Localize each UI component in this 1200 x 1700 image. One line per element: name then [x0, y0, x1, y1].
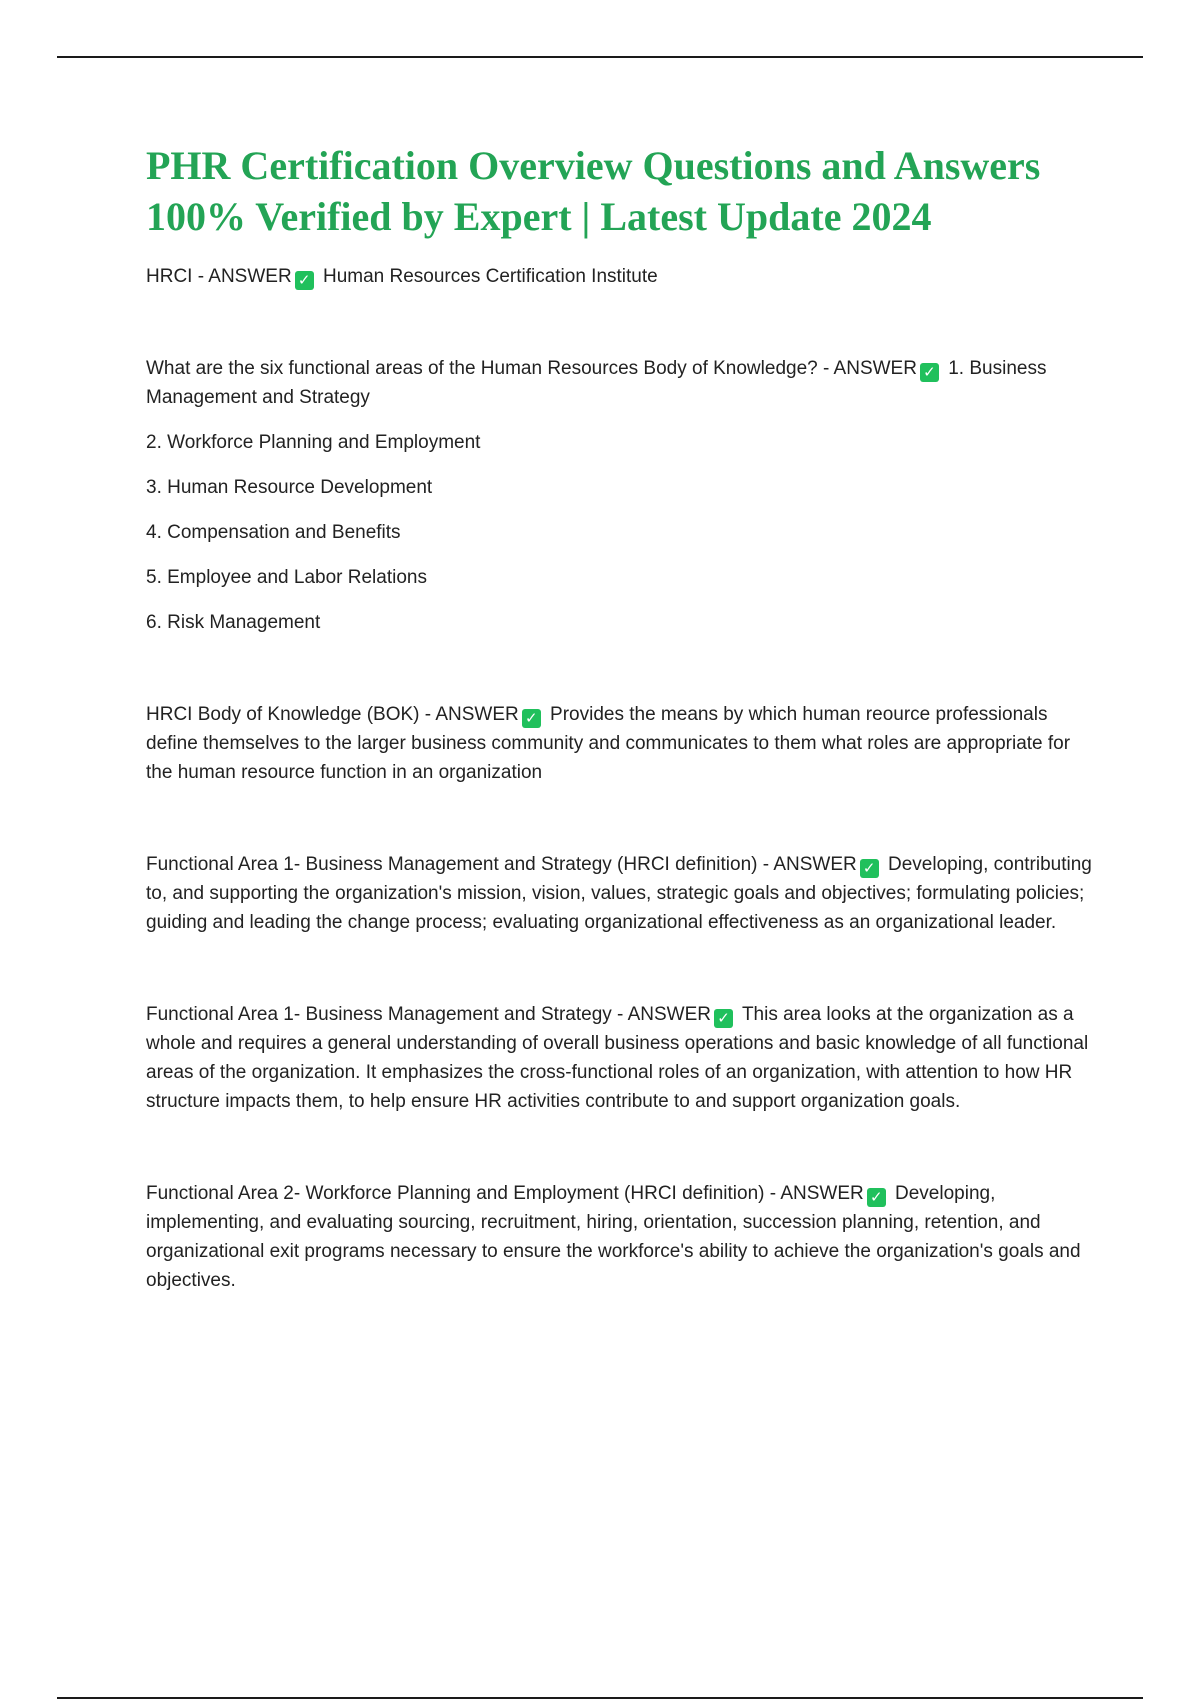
answer-text: 1. Business Management and Strategy [146, 358, 1047, 408]
check-mark-icon: ✓ [920, 363, 939, 382]
question-text: Functional Area 1- Business Management and Strategy - ANSWER [146, 1004, 711, 1025]
answer-text: Human Resources Certification Institute [322, 266, 658, 287]
question-text: Functional Area 1- Business Management and Strategy (HRCI definition) - ANSWER [146, 854, 857, 875]
check-mark-icon: ✓ [522, 709, 541, 728]
question-text: HRCI - ANSWER [146, 266, 292, 287]
answer-text: This area looks at the organization as a whole and requires a general understanding of overall business operations and basic knowledge of all functional areas of the organization. It emphasizes the cross-functional roles of an organization, with attention to how HR structure impacts them, to help ensure HR activities contribute to and support organization goals. [146, 1004, 1089, 1112]
qa-entry-functional-area-2-definition [146, 1179, 1096, 1295]
list-item: 2. Workforce Planning and Employment [146, 432, 481, 453]
question-text: Functional Area 2- Workforce Planning and Employment (HRCI definition) - ANSWER [146, 1183, 864, 1204]
answer-text: Provides the means by which human reource professionals define themselves to the larger business community and communicates to them what roles are appropriate for the human resource function in an organization [146, 704, 1071, 783]
answer-text: Developing, implementing, and evaluating sourcing, recruitment, hiring, orientation, succession planning, retention, and organizational exit programs necessary to ensure the workforce's ability to achieve the organization's goals and objectives. [146, 1183, 1081, 1291]
top-divider [57, 56, 1143, 58]
list-item: 6. Risk Management [146, 612, 321, 633]
check-mark-icon: ✓ [295, 271, 314, 290]
check-mark-icon: ✓ [867, 1188, 886, 1207]
list-item: 5. Employee and Labor Relations [146, 567, 427, 588]
qa-entry-hrci-bok [146, 700, 1096, 787]
title-line-1: PHR Certification Overview Questions and Answers [146, 143, 1041, 188]
question-text: HRCI Body of Knowledge (BOK) - ANSWER [146, 704, 519, 725]
list-item: 3. Human Resource Development [146, 477, 433, 498]
check-mark-icon: ✓ [860, 859, 879, 878]
document-body [146, 140, 1096, 1295]
list-item: 4. Compensation and Benefits [146, 522, 401, 543]
title-line-2: 100% Verified by Expert | Latest Update 2024 [146, 194, 932, 239]
qa-entry-functional-area-1-definition [146, 850, 1096, 937]
bottom-divider [57, 1697, 1143, 1699]
document-title [146, 140, 1096, 242]
question-text: What are the six functional areas of the Human Resources Body of Knowledge? - ANSWER [146, 358, 917, 379]
qa-entry-hrci [146, 262, 1096, 291]
qa-entry-functional-area-1 [146, 1000, 1096, 1116]
qa-entry-six-functional-areas [146, 354, 1096, 412]
check-mark-icon: ✓ [714, 1009, 733, 1028]
answer-text: Developing, contributing to, and supporting the organization's mission, vision, values, strategic goals and objectives; formulating policies; guiding and leading the change process; evaluating organizational effectiveness as an organizational leader. [146, 854, 1092, 933]
